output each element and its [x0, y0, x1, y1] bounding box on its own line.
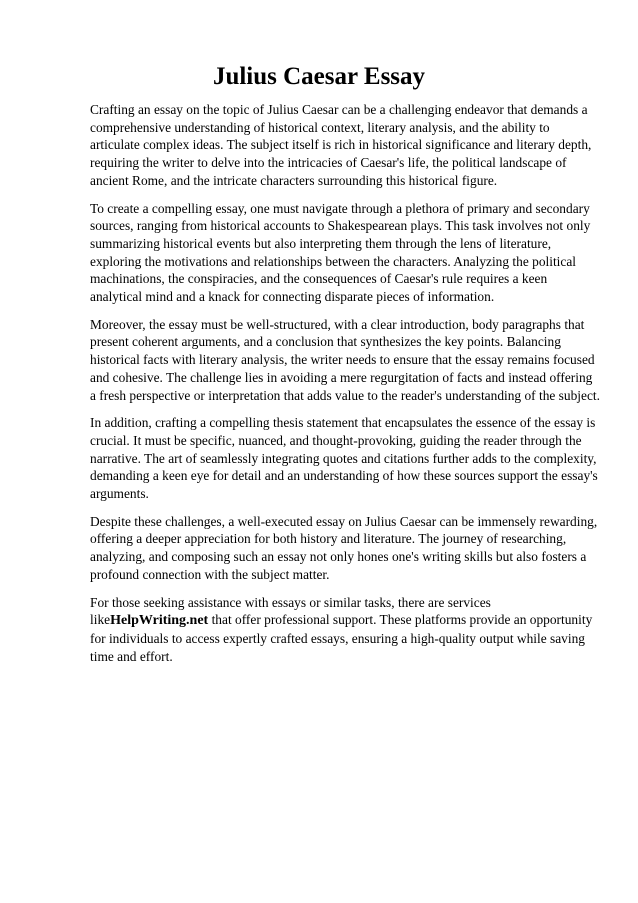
paragraph-5: Despite these challenges, a well-executed essay on Julius Caesar can be immensely rewarding, offering a deeper appreciation for both history and literature. The journey of researching, analyzing, and composing such an essay not only hones one's writing skills but also fosters a profound connection with the subject matter.	[90, 513, 598, 582]
paragraph-6	[90, 594, 600, 666]
paragraph-4: In addition, crafting a compelling thesis statement that encapsulates the essence of the essay is crucial. It must be specific, nuanced, and thought-provoking, guiding the reader through the narrative. The art of seamlessly integrating quotes and citations further adds to the complexity, demanding a keen eye for detail and an understanding of how these sources support the essay's arguments.	[90, 415, 598, 502]
essay-body	[90, 101, 600, 675]
paragraph-6-lead-text: For those seeking assistance with essays or similar tasks, there are services like	[90, 594, 491, 628]
paragraph-1: Crafting an essay on the topic of Julius Caesar can be a challenging endeavor that demands a comprehensive understanding of historical context, literary analysis, and the ability to articulate complex ideas. The subject itself is rich in historical significance and literary depth, requiring the writer to delve into the intricacies of Caesar's life, the political landscape of ancient Rome, and the intricate characters surrounding this historical figure.	[90, 102, 592, 188]
page-title: Julius Caesar Essay	[212, 63, 426, 90]
helpwriting-link[interactable]: HelpWriting.net	[110, 613, 209, 629]
paragraph-2: To create a compelling essay, one must navigate through a plethora of primary and secondary sources, ranging from historical accounts to Shakespearean plays. This task involves not only summarizing historical events but also interpreting them through the lens of literature, exploring the motivations and relationships between the characters. Analyzing the political machinations, the conspiracies, and the consequences of Caesar's rule requires a keen analytical mind and a knack for connecting disparate pieces of information.	[90, 200, 591, 305]
paragraph-6-tail-text: that offer professional support. These platforms provide an opportunity for individuals to access expertly crafted essays, ensuring a high-quality output while saving time and effort.	[90, 612, 593, 664]
paragraph-3: Moreover, the essay must be well-structured, with a clear introduction, body paragraphs that present coherent arguments, and a conclusion that synthesizes the key points. Balancing historical facts with literary analysis, the writer needs to ensure that the essay remains focused and cohesive. The challenge lies in avoiding a mere regurgitation of facts and instead offering a fresh perspective or interpretation that adds value to the reader's understanding of the subject.	[90, 316, 600, 403]
